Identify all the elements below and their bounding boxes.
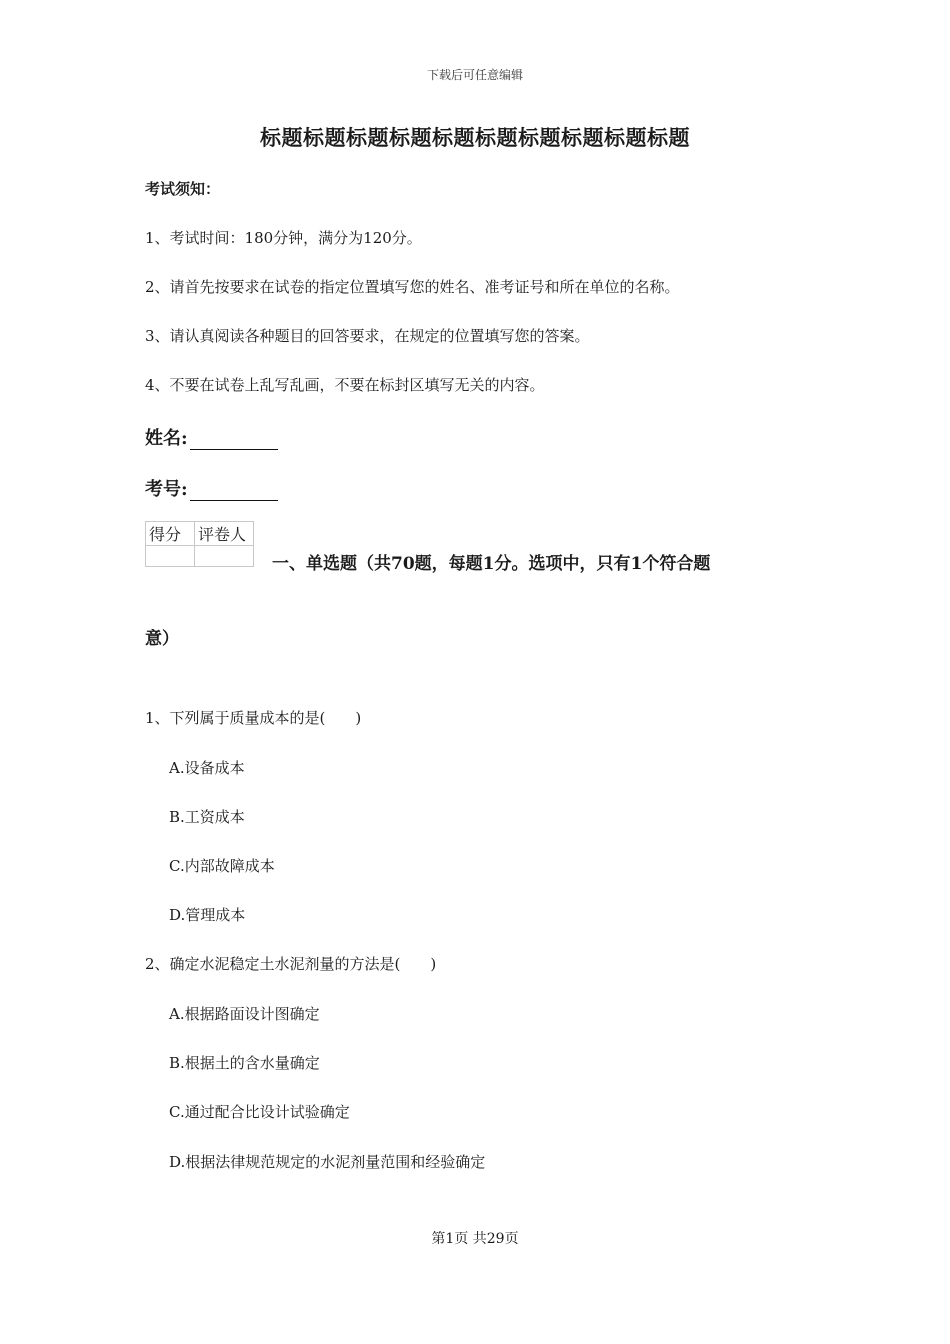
option-a: A.设备成本: [169, 759, 245, 777]
option-c: C.通过配合比设计试验确定: [169, 1103, 350, 1121]
header-note: 下载后可任意编辑: [426, 68, 523, 82]
score-cell[interactable]: [146, 546, 195, 567]
page-footer: 第1页 共29页: [431, 1231, 519, 1247]
name-label: 姓名:: [145, 428, 188, 449]
notice-item: 1、考试时间：180分钟，满分为120分。: [145, 229, 422, 247]
option-b: B.根据土的含水量确定: [169, 1054, 320, 1072]
question-stem: 2、确定水泥稳定土水泥剂量的方法是( ): [145, 955, 437, 973]
option-d: D.根据法律规范规定的水泥剂量范围和经验确定: [169, 1153, 486, 1171]
notice-item: 3、请认真阅读各种题目的回答要求，在规定的位置填写您的答案。: [145, 327, 590, 345]
exam-id-blank[interactable]: [190, 482, 278, 501]
document-title: 标题标题标题标题标题标题标题标题标题标题: [260, 125, 690, 150]
question-stem: 1、下列属于质量成本的是( ): [145, 709, 362, 727]
option-c: C.内部故障成本: [169, 857, 275, 875]
grader-cell[interactable]: [195, 546, 254, 567]
option-a: A.根据路面设计图确定: [169, 1005, 320, 1023]
notice-item: 4、不要在试卷上乱写乱画，不要在标封区填写无关的内容。: [145, 376, 545, 394]
grader-header: 评卷人: [195, 522, 254, 546]
notice-heading: 考试须知：: [145, 180, 221, 198]
section-title-continued: 意）: [145, 629, 179, 649]
score-table: [145, 521, 254, 567]
section-title: 一、单选题（共70题，每题1分。选项中，只有1个符合题: [272, 554, 711, 574]
score-header: 得分: [146, 522, 195, 546]
exam-id-field: [145, 475, 278, 501]
name-field: [145, 424, 278, 450]
notice-item: 2、请首先按要求在试卷的指定位置填写您的姓名、准考证号和所在单位的名称。: [145, 278, 680, 296]
option-b: B.工资成本: [169, 808, 245, 826]
exam-id-label: 考号:: [145, 479, 188, 500]
option-d: D.管理成本: [169, 906, 246, 924]
name-blank[interactable]: [190, 431, 278, 450]
